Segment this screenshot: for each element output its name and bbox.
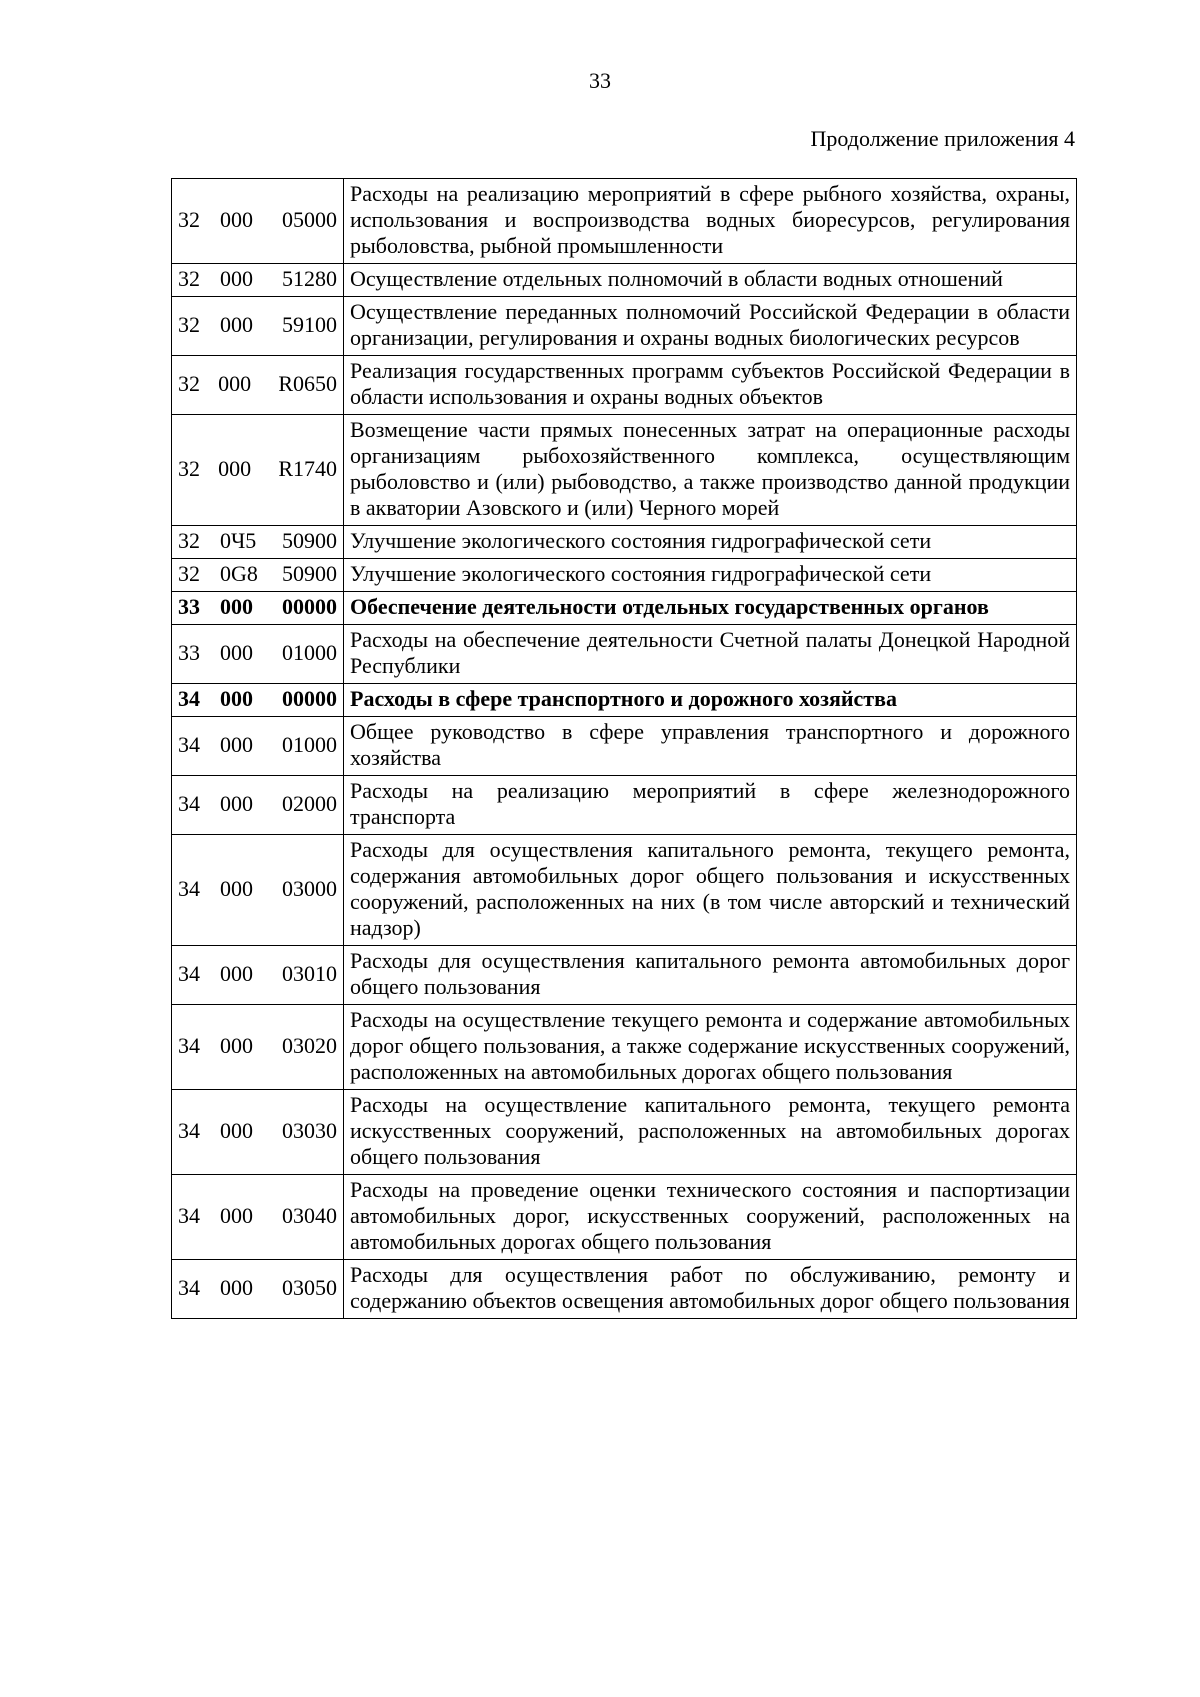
code-segment: 01000 bbox=[282, 732, 337, 757]
table-row bbox=[172, 684, 1077, 717]
code-segment: 000 bbox=[220, 791, 253, 816]
budget-code bbox=[178, 640, 337, 666]
description-cell: Расходы на осуществление капитального ремонта, текущего ремонта искусственных сооружений, расположенных на автомобильных дорогах общего пользования bbox=[344, 1090, 1077, 1175]
code-segment: 32 bbox=[178, 456, 200, 481]
description-cell: Улучшение экологического состояния гидрографической сети bbox=[344, 526, 1077, 559]
budget-code bbox=[178, 528, 337, 554]
description-cell: Расходы для осуществления капитального ремонта, текущего ремонта, содержания автомобильных дорог общего пользования и искусственных сооружений, расположенных на них (в том числе авторский и технический надзор) bbox=[344, 835, 1077, 946]
code-segment: 33 bbox=[178, 640, 200, 665]
description-cell: Возмещение части прямых понесенных затрат на операционные расходы организациям рыбохозяйственного комплекса, осуществляющим рыболовство и (или) рыбоводство, а также производство данной продукции в акватории Азовского и (или) Черного морей bbox=[344, 415, 1077, 526]
code-segment: 000 bbox=[220, 207, 253, 232]
code-cell bbox=[172, 684, 344, 717]
budget-code bbox=[178, 1275, 337, 1301]
budget-code bbox=[178, 1118, 337, 1144]
table-row bbox=[172, 1005, 1077, 1090]
table-row bbox=[172, 946, 1077, 1005]
code-cell bbox=[172, 526, 344, 559]
code-segment: 03050 bbox=[282, 1275, 337, 1300]
code-cell bbox=[172, 559, 344, 592]
code-cell bbox=[172, 264, 344, 297]
description-cell: Обеспечение деятельности отдельных государственных органов bbox=[344, 592, 1077, 625]
budget-code bbox=[178, 791, 337, 817]
code-segment: 32 bbox=[178, 371, 200, 396]
code-segment: 34 bbox=[178, 732, 200, 757]
table-row bbox=[172, 264, 1077, 297]
code-segment: 34 bbox=[178, 876, 200, 901]
code-segment: 000 bbox=[220, 594, 253, 619]
code-segment: 000 bbox=[220, 686, 253, 711]
code-segment: 50900 bbox=[282, 561, 337, 586]
code-segment: 03010 bbox=[282, 961, 337, 986]
budget-code bbox=[178, 961, 337, 987]
table-row bbox=[172, 526, 1077, 559]
code-segment: R0650 bbox=[278, 371, 337, 396]
code-cell bbox=[172, 1090, 344, 1175]
code-segment: 34 bbox=[178, 1275, 200, 1300]
code-cell bbox=[172, 946, 344, 1005]
code-segment: 03020 bbox=[282, 1033, 337, 1058]
code-segment: 50900 bbox=[282, 528, 337, 553]
table-row bbox=[172, 776, 1077, 835]
code-segment: 00000 bbox=[282, 686, 337, 711]
table-row bbox=[172, 415, 1077, 526]
code-segment: 34 bbox=[178, 686, 200, 711]
budget-code bbox=[178, 371, 337, 397]
description-cell: Расходы на проведение оценки технического состояния и паспортизации автомобильных дорог, искусственных сооружений, расположенных на автомобильных дорогах общего пользования bbox=[344, 1175, 1077, 1260]
code-cell bbox=[172, 415, 344, 526]
code-segment: 000 bbox=[220, 640, 253, 665]
table-row bbox=[172, 1175, 1077, 1260]
code-segment: 34 bbox=[178, 1203, 200, 1228]
table-row bbox=[172, 356, 1077, 415]
code-cell bbox=[172, 1260, 344, 1319]
code-segment: 05000 bbox=[282, 207, 337, 232]
budget-code bbox=[178, 1033, 337, 1059]
code-cell bbox=[172, 592, 344, 625]
description-cell: Расходы на реализацию мероприятий в сфере рыбного хозяйства, охраны, использования и воспроизводства водных биоресурсов, регулирования рыболовства, рыбной промышленности bbox=[344, 179, 1077, 264]
code-segment: 000 bbox=[220, 1203, 253, 1228]
page-number: 33 bbox=[589, 68, 611, 93]
code-segment: 33 bbox=[178, 594, 200, 619]
description-cell: Реализация государственных программ субъектов Российской Федерации в области использования и охраны водных объектов bbox=[344, 356, 1077, 415]
description-cell: Расходы для осуществления капитального ремонта автомобильных дорог общего пользования bbox=[344, 946, 1077, 1005]
code-segment: 0G8 bbox=[220, 561, 258, 586]
code-segment: 000 bbox=[220, 266, 253, 291]
code-segment: 000 bbox=[220, 732, 253, 757]
code-cell bbox=[172, 835, 344, 946]
code-cell bbox=[172, 776, 344, 835]
table-row bbox=[172, 1260, 1077, 1319]
description-cell: Расходы для осуществления работ по обслуживанию, ремонту и содержанию объектов освещения автомобильных дорог общего пользования bbox=[344, 1260, 1077, 1319]
budget-code bbox=[178, 561, 337, 587]
description-cell: Общее руководство в сфере управления транспортного и дорожного хозяйства bbox=[344, 717, 1077, 776]
description-cell: Расходы на осуществление текущего ремонта и содержание автомобильных дорог общего пользования, а также содержание искусственных сооружений, расположенных на автомобильных дорогах общего пользования bbox=[344, 1005, 1077, 1090]
budget-code bbox=[178, 456, 337, 482]
code-segment: 34 bbox=[178, 791, 200, 816]
budget-code bbox=[178, 266, 337, 292]
code-segment: 03040 bbox=[282, 1203, 337, 1228]
code-segment: 03000 bbox=[282, 876, 337, 901]
code-segment: 000 bbox=[220, 876, 253, 901]
code-segment: 000 bbox=[220, 961, 253, 986]
table-row bbox=[172, 297, 1077, 356]
code-cell bbox=[172, 179, 344, 264]
code-cell bbox=[172, 1175, 344, 1260]
code-segment: 000 bbox=[220, 1118, 253, 1143]
code-segment: 000 bbox=[220, 312, 253, 337]
table-row bbox=[172, 625, 1077, 684]
code-cell bbox=[172, 717, 344, 776]
code-segment: 34 bbox=[178, 1118, 200, 1143]
code-cell bbox=[172, 1005, 344, 1090]
code-segment: R1740 bbox=[278, 456, 337, 481]
description-cell: Осуществление переданных полномочий Российской Федерации в области организации, регулирования и охраны водных биологических ресурсов bbox=[344, 297, 1077, 356]
code-segment: 00000 bbox=[282, 594, 337, 619]
budget-code bbox=[178, 686, 337, 712]
table-row bbox=[172, 179, 1077, 264]
code-segment: 32 bbox=[178, 207, 200, 232]
table-row bbox=[172, 835, 1077, 946]
description-cell: Осуществление отдельных полномочий в области водных отношений bbox=[344, 264, 1077, 297]
code-segment: 000 bbox=[220, 1033, 253, 1058]
code-segment: 01000 bbox=[282, 640, 337, 665]
description-cell: Расходы в сфере транспортного и дорожного хозяйства bbox=[344, 684, 1077, 717]
description-cell: Улучшение экологического состояния гидрографической сети bbox=[344, 559, 1077, 592]
description-cell: Расходы на реализацию мероприятий в сфере железнодорожного транспорта bbox=[344, 776, 1077, 835]
code-cell bbox=[172, 297, 344, 356]
budget-codes-table bbox=[171, 178, 1077, 1319]
description-cell: Расходы на обеспечение деятельности Счетной палаты Донецкой Народной Республики bbox=[344, 625, 1077, 684]
code-segment: 0Ч5 bbox=[220, 528, 257, 553]
table-row bbox=[172, 592, 1077, 625]
budget-code bbox=[178, 594, 337, 620]
budget-code bbox=[178, 312, 337, 338]
code-segment: 34 bbox=[178, 1033, 200, 1058]
budget-code bbox=[178, 207, 337, 233]
code-segment: 000 bbox=[218, 456, 252, 481]
code-cell bbox=[172, 625, 344, 684]
code-segment: 32 bbox=[178, 266, 200, 291]
code-segment: 02000 bbox=[282, 791, 337, 816]
code-segment: 000 bbox=[218, 371, 252, 396]
code-segment: 000 bbox=[220, 1275, 253, 1300]
code-segment: 59100 bbox=[282, 312, 337, 337]
appendix-continuation-title: Продолжение приложения 4 bbox=[810, 126, 1075, 151]
code-segment: 03030 bbox=[282, 1118, 337, 1143]
table-row bbox=[172, 1090, 1077, 1175]
table-row bbox=[172, 559, 1077, 592]
code-segment: 32 bbox=[178, 312, 200, 337]
budget-code bbox=[178, 1203, 337, 1229]
code-segment: 32 bbox=[178, 528, 200, 553]
table-row bbox=[172, 717, 1077, 776]
code-segment: 32 bbox=[178, 561, 200, 586]
budget-code bbox=[178, 732, 337, 758]
budget-code bbox=[178, 876, 337, 902]
code-segment: 34 bbox=[178, 961, 200, 986]
code-segment: 51280 bbox=[282, 266, 337, 291]
code-cell bbox=[172, 356, 344, 415]
table-body bbox=[172, 179, 1077, 1319]
